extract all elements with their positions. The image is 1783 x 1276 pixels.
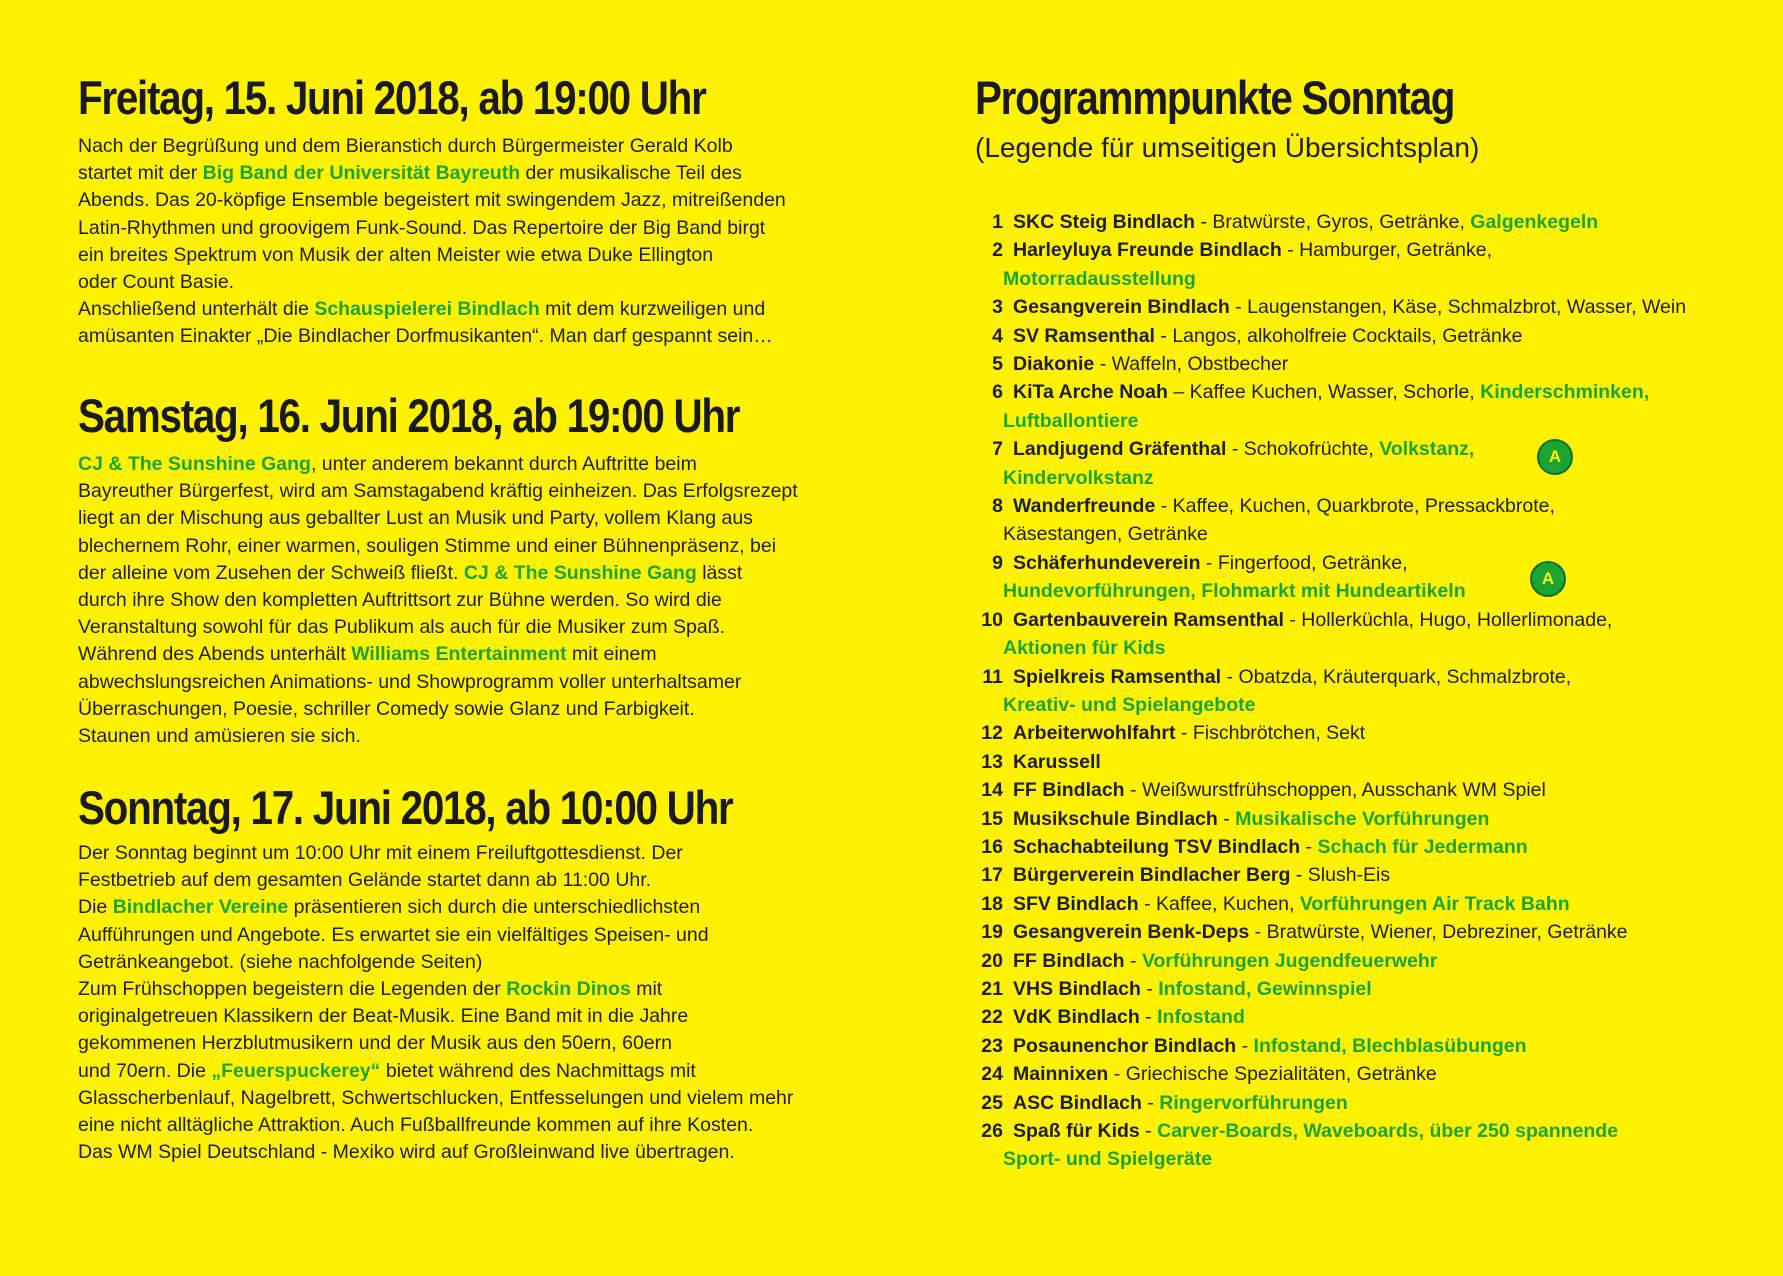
- program-item: [975, 236, 1765, 293]
- text-line: amüsanten Einakter „Die Bindlacher Dorfmusikanten“. Man darf gespannt sein…: [78, 325, 773, 348]
- program-item-separator: –: [1167, 381, 1190, 404]
- program-item: [975, 947, 1765, 975]
- program-item-club: Schachabteilung TSV Bindlach: [1013, 835, 1301, 858]
- program-item-club: Arbeiterwohlfahrt: [1013, 722, 1176, 745]
- text-line: Aufführungen und Angebote. Es erwartet sie ein vielfältiges Speisen- und: [78, 923, 709, 946]
- highlight-big-band: Big Band der Universität Bayreuth: [202, 162, 521, 185]
- program-item-offer: Waffeln, Obstbecher: [1111, 353, 1289, 376]
- program-item-offer: Langos, alkoholfreie Cocktails, Getränke: [1172, 324, 1523, 347]
- program-item-club: VHS Bindlach: [1013, 977, 1141, 1000]
- program-item-highlight: Galgenkegeln: [1470, 211, 1599, 233]
- program-item: [975, 1003, 1765, 1031]
- program-item-separator: -: [1281, 239, 1300, 262]
- text-line: ein breites Spektrum von Musik der alten Meister wie etwa Duke Ellington: [78, 243, 714, 266]
- text-line: durch ihre Show den kompletten Auftrittsort zur Bühne werden. So wird die: [78, 589, 722, 612]
- program-item-separator: -: [1300, 835, 1318, 858]
- program-item-separator: -: [1139, 1006, 1158, 1029]
- program-item-separator: -: [1290, 864, 1308, 887]
- program-list: [975, 208, 1765, 1174]
- program-item-highlight: Infostand, Gewinnspiel: [1158, 977, 1372, 1000]
- program-item-offer: Obatzda, Kräuterquark, Schmalzbrote,: [1238, 665, 1572, 688]
- text-line: Die: [78, 896, 113, 919]
- program-item: [975, 890, 1765, 918]
- program-item-number: 14: [981, 779, 1003, 802]
- text-line: Überraschungen, Poesie, schriller Comedy sowie Glanz und Farbigkeit.: [78, 697, 695, 720]
- text-line: mit: [630, 978, 663, 1001]
- program-item-separator: -: [1221, 665, 1239, 688]
- text-line: originalgetreuen Klassikern der Beat-Musik. Eine Band mit in die Jahre: [78, 1005, 689, 1028]
- program-item: [975, 378, 1765, 435]
- text-line: Latin-Rhythmen und groovigem Funk-Sound. Das Repertoire der Big Band birgt: [78, 216, 766, 239]
- program-item-number: 2: [992, 239, 1003, 262]
- map-marker-a: A: [1530, 561, 1566, 597]
- program-item-number: 4: [992, 324, 1003, 347]
- text-line: startet mit der: [78, 162, 203, 185]
- text-line: präsentieren sich durch die unterschiedlichsten: [288, 896, 701, 919]
- text-line: Getränkeangebot. (siehe nachfolgende Seiten): [78, 950, 483, 973]
- friday-text: [78, 133, 808, 351]
- program-item-club: VdK Bindlach: [1013, 1006, 1140, 1029]
- text-line: Während des Abends unterhält: [78, 643, 352, 666]
- program-item-offer: Kaffee, Kuchen,: [1156, 892, 1300, 915]
- program-item-club: Karussell: [1013, 750, 1101, 773]
- program-item: [975, 861, 1765, 889]
- program-item-club: SKC Steig Bindlach: [1013, 211, 1196, 233]
- program-item-number: 18: [981, 892, 1003, 915]
- text-line: Anschließend unterhält die: [78, 298, 315, 321]
- sunday-heading: Sonntag, 17. Juni 2018, ab 10:00 Uhr: [78, 781, 733, 834]
- program-item-number: 20: [981, 949, 1003, 972]
- program-item-number: 25: [981, 1091, 1003, 1114]
- program-item: [975, 549, 1765, 606]
- program-item-club: Bürgerverein Bindlacher Berg: [1013, 864, 1291, 887]
- program-item-offer: Laugenstangen, Käse, Schmalzbrot, Wasser, Wein: [1247, 296, 1687, 319]
- program-item-separator: -: [1154, 324, 1173, 347]
- program-item-highlight: Vorführungen Jugendfeuerwehr: [1141, 949, 1438, 972]
- text-line: Zum Frühschoppen begeistern die Legenden der: [78, 978, 507, 1001]
- program-item-number: 23: [981, 1034, 1003, 1057]
- program-item: [975, 606, 1765, 663]
- program-item-offer: Hollerküchla, Hugo, Hollerlimonade,: [1301, 608, 1613, 631]
- program-item-offer: Schokofrüchte,: [1243, 438, 1380, 461]
- program-item-club: Spaß für Kids: [1013, 1120, 1140, 1142]
- program-item-club: ASC Bindlach: [1013, 1091, 1142, 1114]
- program-item: [975, 492, 1765, 549]
- program-item: [975, 293, 1765, 321]
- program-item-number: 6: [992, 381, 1003, 404]
- text-line: mit einem: [566, 643, 657, 666]
- program-item-number: 26: [981, 1120, 1003, 1142]
- program-item: [975, 350, 1765, 378]
- program-item-number: 9: [992, 551, 1003, 574]
- program-item-highlight: Infostand, Blechblasübungen: [1253, 1034, 1527, 1057]
- program-item-separator: -: [1249, 921, 1267, 944]
- program-item-club: Posaunenchor Bindlach: [1013, 1034, 1237, 1057]
- text-line: abwechslungsreichen Animations- und Showprogramm voller unterhaltsamer: [78, 670, 742, 693]
- text-line: Der Sonntag beginnt um 10:00 Uhr mit einem Freiluftgottesdienst. Der: [78, 842, 683, 864]
- map-marker-a: A: [1537, 439, 1573, 475]
- program-item: [975, 322, 1765, 350]
- saturday-section: [78, 388, 847, 750]
- program-item-club: Gesangverein Benk-Deps: [1013, 921, 1250, 944]
- program-item: [975, 719, 1765, 747]
- program-item-separator: -: [1124, 949, 1142, 972]
- program-item-number: 19: [981, 921, 1003, 944]
- program-item-club: Diakonie: [1013, 353, 1095, 376]
- program-item-offer: Weißwurstfrühschoppen, Ausschank WM Spiel: [1141, 779, 1546, 802]
- highlight-cj-sunshine: CJ & The Sunshine Gang: [463, 561, 697, 584]
- program-item-club: Spielkreis Ramsenthal: [1013, 665, 1222, 688]
- text-line: eine nicht alltägliche Attraktion. Auch Fußballfreunde kommen auf ihre Kosten.: [78, 1114, 754, 1137]
- program-item-separator: -: [1108, 1063, 1126, 1086]
- program-item: [975, 208, 1765, 236]
- text-line: bietet während des Nachmittags mit: [380, 1059, 696, 1082]
- program-item: [975, 663, 1765, 720]
- text-line: oder Count Basie.: [78, 271, 235, 294]
- program-item-club: Schäferhundeverein: [1013, 551, 1201, 574]
- program-item-club: Landjugend Gräfenthal: [1013, 438, 1227, 461]
- program-item: [975, 833, 1765, 861]
- text-line: liegt an der Mischung aus geballter Lust an Musik und Party, vollem Klang aus: [78, 507, 753, 530]
- program-item-number: 17: [981, 864, 1003, 887]
- text-line: Abends. Das 20-köpfige Ensemble begeistert mit swingendem Jazz, mitreißenden: [78, 189, 786, 212]
- program-item-club: Gesangverein Bindlach: [1013, 296, 1230, 319]
- program-item-offer: Bratwürste, Wiener, Debreziner, Getränke: [1266, 921, 1628, 944]
- program-item-club: FF Bindlach: [1013, 779, 1125, 802]
- program-item-separator: -: [1195, 211, 1213, 233]
- program-item-club: SV Ramsenthal: [1013, 324, 1155, 347]
- sunday-section: [78, 780, 839, 1166]
- program-item-offer: Slush-Eis: [1307, 864, 1391, 887]
- program-item-club: KiTa Arche Noah: [1013, 381, 1168, 404]
- text-line: Staunen und amüsieren sie sich.: [78, 725, 361, 748]
- program-item-separator: -: [1155, 495, 1173, 518]
- text-line: blechernem Rohr, einer warmen, souligen Stimme und einer Bühnenpräsenz, bei: [78, 534, 777, 557]
- program-item: [975, 748, 1765, 776]
- program-item-highlight-continued: Luftballontiere: [1003, 409, 1139, 432]
- program-item-club: SFV Bindlach: [1013, 892, 1139, 915]
- program-item-club: FF Bindlach: [1013, 949, 1125, 972]
- sunday-text: [78, 840, 839, 1166]
- program-item: [975, 1060, 1765, 1088]
- program-item-separator: -: [1140, 977, 1159, 1000]
- program-item: [975, 1089, 1765, 1117]
- program-item: [975, 918, 1765, 946]
- program-item: [975, 1117, 1765, 1174]
- highlight-williams: Williams Entertainment: [351, 643, 567, 666]
- program-item-number: 5: [992, 353, 1003, 376]
- program-item-offer: Kaffee Kuchen, Wasser, Schorle,: [1189, 381, 1481, 404]
- program-item-highlight: Volkstanz,: [1379, 438, 1475, 461]
- text-line: Das WM Spiel Deutschland - Mexiko wird auf Großleinwand live übertragen.: [78, 1141, 735, 1164]
- program-item-club: Musikschule Bindlach: [1013, 807, 1218, 830]
- program-subtitle: (Legende für umseitigen Übersichtsplan): [975, 132, 1480, 163]
- program-item-offer: Fischbrötchen, Sekt: [1192, 722, 1366, 745]
- program-item-highlight-continued: Motorradausstellung: [1003, 267, 1196, 290]
- program-item-highlight: Schach für Jedermann: [1317, 835, 1528, 858]
- program-item-offer: Kaffee, Kuchen, Quarkbrote, Pressackbrote,: [1172, 495, 1555, 518]
- friday-section: [78, 70, 808, 351]
- text-line: lässt: [696, 561, 743, 584]
- text-line: Bayreuther Bürgerfest, wird am Samstagabend kräftig einheizen. Das Erfolgsrezept: [78, 480, 798, 503]
- program-item-separator: -: [1217, 807, 1236, 830]
- highlight-cj-sunshine: CJ & The Sunshine Gang: [78, 453, 311, 475]
- program-item: [975, 975, 1765, 1003]
- program-item-number: 3: [992, 296, 1003, 319]
- program-item-number: 1: [992, 211, 1003, 233]
- page-fold: [890, 0, 891, 1276]
- program-item-offer: Fingerfood, Getränke,: [1217, 551, 1408, 574]
- program-item-number: 22: [981, 1006, 1003, 1029]
- program-item-offer: Griechische Spezialitäten, Getränke: [1125, 1063, 1437, 1086]
- text-line: Veranstaltung sowohl für das Publikum als auch für die Musiker zum Spaß.: [78, 616, 726, 639]
- program-item-separator: -: [1229, 296, 1248, 319]
- program-item-offer: Hamburger, Getränke,: [1299, 239, 1493, 262]
- program-item: [975, 435, 1765, 492]
- highlight-schauspielerei: Schauspielerei Bindlach: [314, 298, 540, 321]
- text-line: gekommenen Herzblutmusikern und der Musik aus den 50ern, 60ern: [78, 1032, 672, 1055]
- program-item-offer: Bratwürste, Gyros, Getränke,: [1212, 211, 1471, 233]
- highlight-vereine: Bindlacher Vereine: [112, 896, 289, 919]
- program-item-highlight: Musikalische Vorführungen: [1235, 807, 1490, 830]
- program-item-separator: -: [1200, 551, 1218, 574]
- program-item-separator: -: [1283, 608, 1302, 631]
- program-item-highlight: Infostand: [1157, 1006, 1245, 1029]
- program-item-number: 8: [992, 495, 1003, 518]
- program-item-highlight-continued: Aktionen für Kids: [1003, 637, 1166, 660]
- text-line: Festbetrieb auf dem gesamten Gelände startet dann ab 11:00 Uhr.: [78, 869, 652, 892]
- program-item: [975, 776, 1765, 804]
- program-item-club: Mainnixen: [1013, 1063, 1109, 1086]
- text-line: Nach der Begrüßung und dem Bieranstich durch Bürgermeister Gerald Kolb: [78, 135, 733, 157]
- program-item-separator: -: [1094, 353, 1112, 376]
- saturday-heading: Samstag, 16. Juni 2018, ab 19:00 Uhr: [78, 389, 740, 442]
- program-item-club: Gartenbauverein Ramsenthal: [1013, 608, 1284, 631]
- program-item-number: 24: [981, 1063, 1003, 1086]
- program-item-highlight-continued: Sport- und Spielgeräte: [1003, 1148, 1213, 1171]
- text-line: der alleine vom Zusehen der Schweiß fließt.: [78, 561, 464, 584]
- text-line: und 70ern. Die: [78, 1059, 212, 1082]
- program-item-number: 16: [981, 835, 1003, 858]
- program-heading: Programmpunkte Sonntag: [975, 71, 1455, 124]
- text-line: mit dem kurzweiligen und: [539, 298, 766, 321]
- program-item-number: 10: [981, 608, 1003, 631]
- program-item-separator: -: [1175, 722, 1193, 745]
- highlight-rockin-dinos: Rockin Dinos: [506, 978, 631, 1001]
- program-item-separator: -: [1141, 1091, 1160, 1114]
- program-item-number: 7: [992, 438, 1003, 461]
- program-item-number: 21: [981, 977, 1003, 1000]
- program-item-club: Wanderfreunde: [1013, 495, 1156, 518]
- program-item-separator: -: [1236, 1034, 1254, 1057]
- program-item-number: 15: [981, 807, 1003, 830]
- program-item-separator: -: [1124, 779, 1142, 802]
- program-item: [975, 1032, 1765, 1060]
- program-item-highlight-continued: Kindervolkstanz: [1003, 466, 1154, 489]
- highlight-feuerspuckerey: „Feuerspuckerey“: [211, 1059, 381, 1082]
- program-item-highlight-continued: Hundevorführungen, Flohmarkt mit Hundeartikeln: [1003, 580, 1466, 603]
- text-line: , unter anderem bekannt durch Auftritte beim: [310, 453, 697, 475]
- friday-heading: Freitag, 15. Juni 2018, ab 19:00 Uhr: [78, 71, 706, 124]
- saturday-text: [78, 451, 847, 750]
- program-item-separator: -: [1138, 892, 1157, 915]
- program-item-number: 12: [981, 722, 1003, 745]
- program-item-highlight-continued: Kreativ- und Spielangebote: [1003, 693, 1256, 716]
- program-item-highlight: Kinderschminken,: [1480, 381, 1650, 404]
- text-line: der musikalische Teil des: [520, 162, 742, 185]
- program-item-offer-continued: Käsestangen, Getränke: [1003, 523, 1208, 546]
- text-line: Glasscherbenlauf, Nagelbrett, Schwertschlucken, Entfesselungen und vielem mehr: [78, 1086, 794, 1109]
- program-item-highlight: Vorführungen Air Track Bahn: [1299, 892, 1570, 915]
- program-item-club: Harleyluya Freunde Bindlach: [1013, 239, 1282, 262]
- program-item-separator: -: [1139, 1120, 1158, 1142]
- program-item-highlight: Ringervorführungen: [1159, 1091, 1348, 1114]
- program-item-number: 11: [982, 665, 1003, 688]
- program-item-separator: -: [1226, 438, 1244, 461]
- program-item: [975, 805, 1765, 833]
- program-item-number: 13: [981, 750, 1003, 773]
- program-item-highlight: Carver-Boards, Waveboards, über 250 spannende: [1157, 1120, 1619, 1142]
